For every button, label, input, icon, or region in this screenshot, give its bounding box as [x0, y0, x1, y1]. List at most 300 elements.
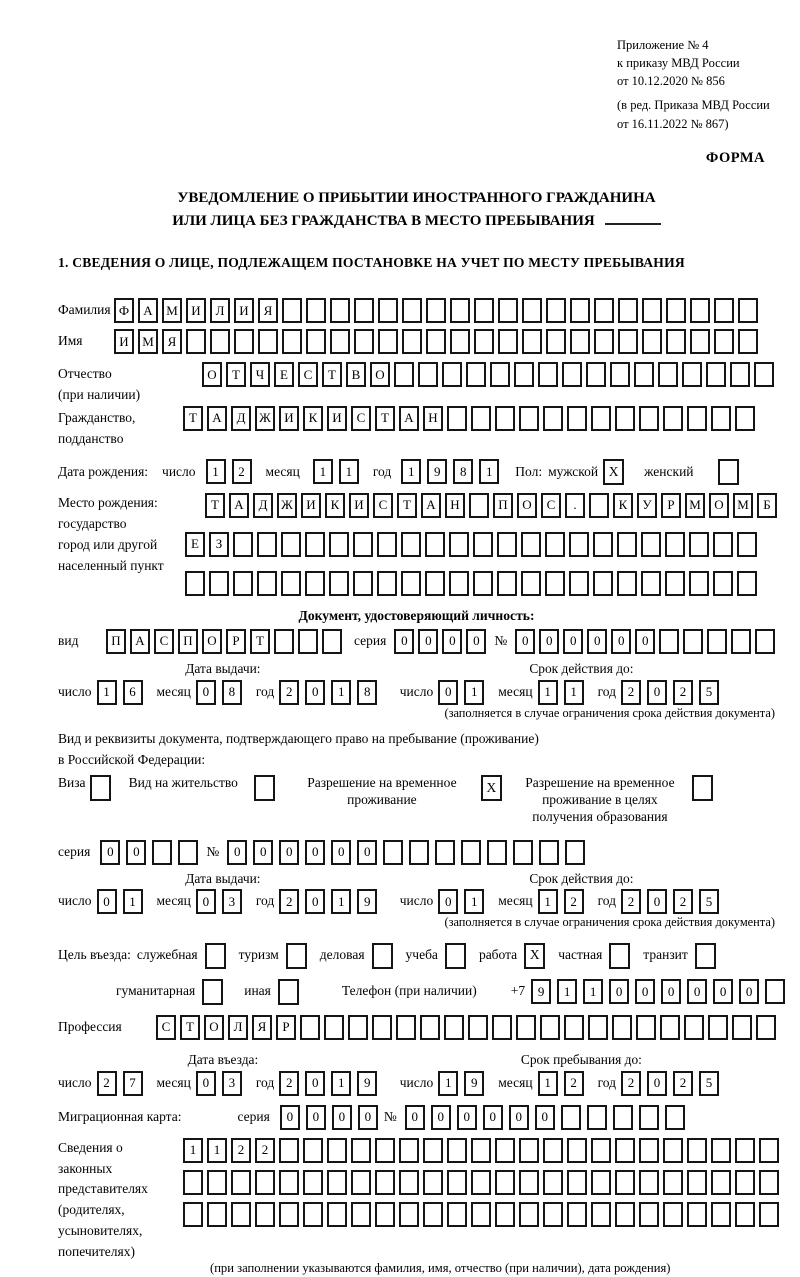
char-box[interactable]: 1 — [331, 889, 351, 914]
char-box[interactable] — [514, 362, 534, 387]
char-box[interactable] — [324, 1015, 344, 1040]
char-box[interactable]: 0 — [331, 840, 351, 865]
char-box[interactable] — [714, 298, 734, 323]
char-box[interactable]: И — [234, 298, 254, 323]
purpose-private-checkbox[interactable] — [609, 943, 630, 969]
char-box[interactable] — [641, 571, 661, 596]
char-box[interactable]: 0 — [442, 629, 462, 654]
char-box[interactable] — [348, 1015, 368, 1040]
char-box[interactable] — [399, 1138, 419, 1163]
representatives-row1-boxes[interactable] — [183, 1138, 783, 1163]
char-box[interactable]: Д — [231, 406, 251, 431]
char-box[interactable]: 2 — [621, 1071, 641, 1096]
char-box[interactable]: 0 — [611, 629, 631, 654]
char-box[interactable]: З — [209, 532, 229, 557]
char-box[interactable] — [545, 532, 565, 557]
char-box[interactable]: 0 — [431, 1105, 451, 1130]
char-box[interactable]: 5 — [699, 1071, 719, 1096]
char-box[interactable]: А — [229, 493, 249, 518]
char-box[interactable]: И — [114, 329, 134, 354]
char-box[interactable] — [591, 1202, 611, 1227]
char-box[interactable] — [378, 298, 398, 323]
char-box[interactable]: 0 — [126, 840, 146, 865]
char-box[interactable] — [735, 1170, 755, 1195]
char-box[interactable]: У — [637, 493, 657, 518]
char-box[interactable] — [207, 1202, 227, 1227]
char-box[interactable] — [255, 1202, 275, 1227]
char-box[interactable] — [690, 329, 710, 354]
entry-day[interactable] — [97, 1071, 149, 1096]
char-box[interactable] — [666, 329, 686, 354]
char-box[interactable] — [516, 1015, 536, 1040]
char-box[interactable]: Т — [205, 493, 225, 518]
char-box[interactable]: 1 — [183, 1138, 203, 1163]
char-box[interactable] — [591, 406, 611, 431]
char-box[interactable] — [735, 406, 755, 431]
char-box[interactable] — [353, 532, 373, 557]
char-box[interactable]: 1 — [538, 680, 558, 705]
char-box[interactable] — [233, 571, 253, 596]
char-box[interactable] — [522, 298, 542, 323]
char-box[interactable]: 0 — [509, 1105, 529, 1130]
char-box[interactable]: 3 — [222, 889, 242, 914]
char-box[interactable]: О — [370, 362, 390, 387]
char-box[interactable] — [711, 406, 731, 431]
char-box[interactable] — [615, 1170, 635, 1195]
char-box[interactable]: 0 — [635, 979, 655, 1004]
char-box[interactable]: 0 — [713, 979, 733, 1004]
doc-issue-year[interactable] — [279, 680, 383, 705]
rvp-issue-year[interactable] — [279, 889, 383, 914]
char-box[interactable]: О — [709, 493, 729, 518]
birth-day-boxes[interactable] — [206, 459, 258, 484]
char-box[interactable] — [435, 840, 455, 865]
char-box[interactable] — [561, 1105, 581, 1130]
char-box[interactable]: 0 — [515, 629, 535, 654]
char-box[interactable] — [498, 329, 518, 354]
char-box[interactable] — [689, 571, 709, 596]
purpose-humanitarian-checkbox[interactable] — [202, 979, 223, 1005]
doc-issue-day[interactable] — [97, 680, 149, 705]
char-box[interactable] — [409, 840, 429, 865]
char-box[interactable] — [588, 1015, 608, 1040]
entry-year[interactable] — [279, 1071, 383, 1096]
char-box[interactable]: 0 — [280, 1105, 300, 1130]
char-box[interactable] — [279, 1138, 299, 1163]
char-box[interactable]: 8 — [357, 680, 377, 705]
char-box[interactable] — [282, 298, 302, 323]
char-box[interactable]: 2 — [255, 1138, 275, 1163]
char-box[interactable]: 1 — [464, 889, 484, 914]
char-box[interactable]: 0 — [539, 629, 559, 654]
char-box[interactable] — [659, 629, 679, 654]
char-box[interactable]: А — [207, 406, 227, 431]
char-box[interactable] — [587, 1105, 607, 1130]
char-box[interactable] — [329, 532, 349, 557]
char-box[interactable]: 0 — [97, 889, 117, 914]
char-box[interactable] — [519, 1170, 539, 1195]
char-box[interactable]: 9 — [427, 459, 447, 484]
char-box[interactable] — [207, 1170, 227, 1195]
char-box[interactable] — [615, 1202, 635, 1227]
char-box[interactable]: Р — [276, 1015, 296, 1040]
char-box[interactable]: 0 — [196, 889, 216, 914]
char-box[interactable]: Т — [183, 406, 203, 431]
char-box[interactable] — [282, 329, 302, 354]
char-box[interactable]: 7 — [123, 1071, 143, 1096]
char-box[interactable] — [471, 1138, 491, 1163]
char-box[interactable]: 0 — [253, 840, 273, 865]
char-box[interactable] — [394, 362, 414, 387]
char-box[interactable] — [469, 493, 489, 518]
char-box[interactable] — [639, 1138, 659, 1163]
char-box[interactable]: 0 — [394, 629, 414, 654]
char-box[interactable]: 0 — [227, 840, 247, 865]
char-box[interactable]: А — [138, 298, 158, 323]
char-box[interactable]: 1 — [479, 459, 499, 484]
char-box[interactable] — [354, 329, 374, 354]
char-box[interactable]: О — [204, 1015, 224, 1040]
char-box[interactable] — [706, 362, 726, 387]
char-box[interactable]: 1 — [313, 459, 333, 484]
char-box[interactable]: 0 — [563, 629, 583, 654]
char-box[interactable] — [636, 1015, 656, 1040]
char-box[interactable] — [298, 629, 318, 654]
char-box[interactable] — [303, 1138, 323, 1163]
char-box[interactable] — [612, 1015, 632, 1040]
char-box[interactable] — [711, 1170, 731, 1195]
char-box[interactable] — [279, 1170, 299, 1195]
char-box[interactable] — [615, 406, 635, 431]
rvp-valid-month[interactable] — [538, 889, 590, 914]
char-box[interactable] — [513, 840, 533, 865]
char-box[interactable]: 1 — [438, 1071, 458, 1096]
char-box[interactable]: Я — [258, 298, 278, 323]
char-box[interactable] — [473, 571, 493, 596]
char-box[interactable] — [466, 362, 486, 387]
char-box[interactable] — [567, 1170, 587, 1195]
char-box[interactable]: К — [613, 493, 633, 518]
char-box[interactable]: Д — [253, 493, 273, 518]
char-box[interactable]: Ф — [114, 298, 134, 323]
char-box[interactable] — [564, 1015, 584, 1040]
char-box[interactable]: И — [301, 493, 321, 518]
char-box[interactable]: А — [421, 493, 441, 518]
char-box[interactable] — [425, 571, 445, 596]
char-box[interactable]: 0 — [483, 1105, 503, 1130]
char-box[interactable]: К — [303, 406, 323, 431]
char-box[interactable]: Ж — [277, 493, 297, 518]
char-box[interactable] — [538, 362, 558, 387]
char-box[interactable]: 0 — [357, 840, 377, 865]
purpose-work-checkbox[interactable]: X — [524, 943, 545, 969]
sex-male-checkbox[interactable]: X — [603, 459, 624, 485]
char-box[interactable] — [375, 1202, 395, 1227]
char-box[interactable] — [519, 406, 539, 431]
char-box[interactable] — [497, 571, 517, 596]
char-box[interactable]: 1 — [331, 1071, 351, 1096]
char-box[interactable] — [377, 571, 397, 596]
char-box[interactable] — [330, 298, 350, 323]
entry-month[interactable] — [196, 1071, 248, 1096]
char-box[interactable]: 0 — [438, 680, 458, 705]
char-box[interactable] — [610, 362, 630, 387]
char-box[interactable] — [375, 1170, 395, 1195]
char-box[interactable] — [185, 571, 205, 596]
char-box[interactable] — [495, 1138, 515, 1163]
char-box[interactable] — [546, 329, 566, 354]
char-box[interactable] — [372, 1015, 392, 1040]
char-box[interactable]: 0 — [587, 629, 607, 654]
char-box[interactable] — [423, 1202, 443, 1227]
char-box[interactable] — [765, 979, 785, 1004]
char-box[interactable]: 1 — [97, 680, 117, 705]
char-box[interactable] — [639, 406, 659, 431]
char-box[interactable] — [663, 1170, 683, 1195]
char-box[interactable]: М — [162, 298, 182, 323]
char-box[interactable] — [471, 406, 491, 431]
char-box[interactable] — [730, 362, 750, 387]
char-box[interactable] — [492, 1015, 512, 1040]
char-box[interactable]: 2 — [231, 1138, 251, 1163]
temp-residence-checkbox[interactable]: X — [481, 775, 502, 801]
char-box[interactable] — [565, 840, 585, 865]
patronymic-boxes[interactable] — [202, 362, 778, 387]
given-name-boxes[interactable] — [114, 329, 762, 354]
char-box[interactable] — [353, 571, 373, 596]
char-box[interactable] — [497, 532, 517, 557]
migration-card-series-boxes[interactable] — [280, 1105, 384, 1130]
char-box[interactable]: 0 — [457, 1105, 477, 1130]
char-box[interactable]: 0 — [609, 979, 629, 1004]
char-box[interactable] — [327, 1202, 347, 1227]
purpose-tourism-checkbox[interactable] — [286, 943, 307, 969]
char-box[interactable]: Т — [226, 362, 246, 387]
rvp-series-boxes[interactable] — [100, 840, 204, 865]
char-box[interactable] — [186, 329, 206, 354]
char-box[interactable] — [738, 298, 758, 323]
char-box[interactable] — [543, 1202, 563, 1227]
purpose-official-checkbox[interactable] — [205, 943, 226, 969]
char-box[interactable] — [281, 532, 301, 557]
rvp-valid-year[interactable] — [621, 889, 725, 914]
char-box[interactable] — [447, 1138, 467, 1163]
char-box[interactable]: С — [156, 1015, 176, 1040]
char-box[interactable] — [754, 362, 774, 387]
char-box[interactable]: 0 — [438, 889, 458, 914]
char-box[interactable]: 0 — [100, 840, 120, 865]
char-box[interactable] — [543, 406, 563, 431]
char-box[interactable] — [687, 406, 707, 431]
stay-month[interactable] — [538, 1071, 590, 1096]
char-box[interactable] — [305, 571, 325, 596]
char-box[interactable] — [450, 329, 470, 354]
char-box[interactable]: Т — [322, 362, 342, 387]
char-box[interactable]: 8 — [453, 459, 473, 484]
char-box[interactable] — [210, 329, 230, 354]
char-box[interactable]: Р — [661, 493, 681, 518]
char-box[interactable] — [426, 329, 446, 354]
char-box[interactable]: 0 — [687, 979, 707, 1004]
char-box[interactable] — [759, 1202, 779, 1227]
char-box[interactable] — [687, 1170, 707, 1195]
char-box[interactable] — [682, 362, 702, 387]
char-box[interactable] — [570, 298, 590, 323]
char-box[interactable] — [594, 298, 614, 323]
char-box[interactable] — [522, 329, 542, 354]
purpose-other-checkbox[interactable] — [278, 979, 299, 1005]
char-box[interactable]: Л — [210, 298, 230, 323]
char-box[interactable]: 1 — [538, 889, 558, 914]
char-box[interactable] — [660, 1015, 680, 1040]
char-box[interactable] — [281, 571, 301, 596]
char-box[interactable] — [378, 329, 398, 354]
char-box[interactable]: 2 — [232, 459, 252, 484]
char-box[interactable] — [474, 298, 494, 323]
char-box[interactable]: 2 — [673, 1071, 693, 1096]
char-box[interactable]: Р — [226, 629, 246, 654]
char-box[interactable]: . — [565, 493, 585, 518]
doc-number-boxes[interactable] — [515, 629, 779, 654]
char-box[interactable] — [418, 362, 438, 387]
char-box[interactable] — [306, 329, 326, 354]
char-box[interactable]: И — [327, 406, 347, 431]
char-box[interactable] — [521, 532, 541, 557]
char-box[interactable]: 0 — [305, 840, 325, 865]
char-box[interactable]: К — [325, 493, 345, 518]
char-box[interactable] — [737, 532, 757, 557]
char-box[interactable] — [732, 1015, 752, 1040]
char-box[interactable] — [377, 532, 397, 557]
visa-checkbox[interactable] — [90, 775, 111, 801]
char-box[interactable]: Н — [445, 493, 465, 518]
char-box[interactable] — [689, 532, 709, 557]
char-box[interactable] — [665, 532, 685, 557]
char-box[interactable] — [375, 1138, 395, 1163]
char-box[interactable] — [401, 532, 421, 557]
char-box[interactable]: 0 — [739, 979, 759, 1004]
char-box[interactable] — [543, 1170, 563, 1195]
char-box[interactable] — [234, 329, 254, 354]
char-box[interactable]: 9 — [464, 1071, 484, 1096]
char-box[interactable]: 0 — [332, 1105, 352, 1130]
migration-card-number-boxes[interactable] — [405, 1105, 691, 1130]
char-box[interactable] — [613, 1105, 633, 1130]
char-box[interactable]: 2 — [621, 680, 641, 705]
char-box[interactable]: 0 — [647, 1071, 667, 1096]
purpose-transit-checkbox[interactable] — [695, 943, 716, 969]
char-box[interactable]: 1 — [464, 680, 484, 705]
char-box[interactable]: 0 — [279, 840, 299, 865]
char-box[interactable]: Т — [250, 629, 270, 654]
char-box[interactable]: Л — [228, 1015, 248, 1040]
char-box[interactable] — [209, 571, 229, 596]
char-box[interactable] — [231, 1202, 251, 1227]
char-box[interactable]: Я — [162, 329, 182, 354]
char-box[interactable] — [351, 1138, 371, 1163]
stay-day[interactable] — [438, 1071, 490, 1096]
char-box[interactable]: 0 — [405, 1105, 425, 1130]
char-box[interactable] — [383, 840, 403, 865]
char-box[interactable] — [713, 571, 733, 596]
char-box[interactable]: 0 — [305, 680, 325, 705]
char-box[interactable]: 0 — [305, 889, 325, 914]
char-box[interactable]: 1 — [123, 889, 143, 914]
char-box[interactable]: И — [349, 493, 369, 518]
char-box[interactable] — [401, 571, 421, 596]
char-box[interactable]: С — [373, 493, 393, 518]
sex-female-checkbox[interactable] — [718, 459, 739, 485]
char-box[interactable] — [663, 1202, 683, 1227]
char-box[interactable] — [322, 629, 342, 654]
char-box[interactable] — [327, 1138, 347, 1163]
char-box[interactable] — [666, 298, 686, 323]
char-box[interactable] — [708, 1015, 728, 1040]
char-box[interactable] — [593, 571, 613, 596]
char-box[interactable] — [399, 1170, 419, 1195]
char-box[interactable] — [711, 1138, 731, 1163]
char-box[interactable]: 1 — [401, 459, 421, 484]
birth-month-boxes[interactable] — [313, 459, 365, 484]
doc-issue-month[interactable] — [196, 680, 248, 705]
char-box[interactable] — [300, 1015, 320, 1040]
char-box[interactable]: 1 — [564, 680, 584, 705]
char-box[interactable]: С — [541, 493, 561, 518]
char-box[interactable]: 8 — [222, 680, 242, 705]
char-box[interactable]: 1 — [207, 1138, 227, 1163]
birth-place-row2-boxes[interactable] — [185, 532, 761, 557]
char-box[interactable]: 1 — [538, 1071, 558, 1096]
char-box[interactable]: 1 — [331, 680, 351, 705]
char-box[interactable]: Е — [274, 362, 294, 387]
char-box[interactable]: Н — [423, 406, 443, 431]
char-box[interactable]: Я — [252, 1015, 272, 1040]
char-box[interactable] — [639, 1170, 659, 1195]
char-box[interactable] — [591, 1170, 611, 1195]
char-box[interactable] — [423, 1170, 443, 1195]
char-box[interactable] — [586, 362, 606, 387]
char-box[interactable]: Ч — [250, 362, 270, 387]
char-box[interactable] — [665, 571, 685, 596]
char-box[interactable] — [589, 493, 609, 518]
char-box[interactable] — [570, 329, 590, 354]
char-box[interactable] — [257, 571, 277, 596]
representatives-row3-boxes[interactable] — [183, 1202, 783, 1227]
stay-year[interactable] — [621, 1071, 725, 1096]
char-box[interactable]: А — [130, 629, 150, 654]
char-box[interactable]: С — [298, 362, 318, 387]
char-box[interactable] — [471, 1170, 491, 1195]
temp-residence-edu-checkbox[interactable] — [692, 775, 713, 801]
representatives-row2-boxes[interactable] — [183, 1170, 783, 1195]
char-box[interactable] — [615, 1138, 635, 1163]
char-box[interactable]: Т — [180, 1015, 200, 1040]
char-box[interactable]: 2 — [673, 680, 693, 705]
char-box[interactable] — [594, 329, 614, 354]
char-box[interactable] — [423, 1138, 443, 1163]
char-box[interactable] — [351, 1202, 371, 1227]
char-box[interactable]: П — [106, 629, 126, 654]
citizenship-boxes[interactable] — [183, 406, 759, 431]
char-box[interactable] — [756, 1015, 776, 1040]
char-box[interactable] — [444, 1015, 464, 1040]
char-box[interactable] — [687, 1138, 707, 1163]
char-box[interactable] — [233, 532, 253, 557]
char-box[interactable]: В — [346, 362, 366, 387]
char-box[interactable] — [425, 532, 445, 557]
profession-boxes[interactable] — [156, 1015, 780, 1040]
char-box[interactable]: Е — [185, 532, 205, 557]
